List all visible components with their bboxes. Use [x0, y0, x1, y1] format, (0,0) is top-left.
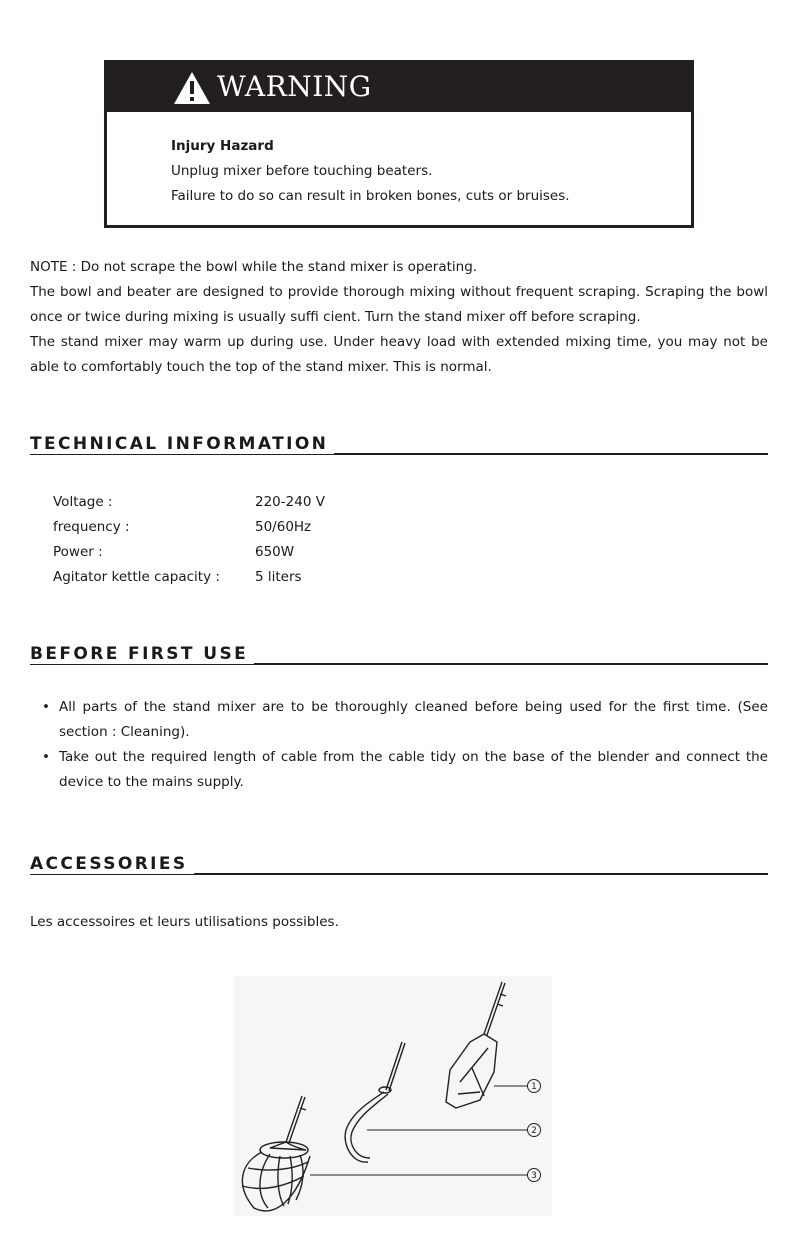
list-item — [40, 695, 768, 745]
hazard-title: Injury Hazard — [171, 138, 274, 154]
notes-section — [30, 255, 768, 380]
warning-title: WARNING — [217, 70, 372, 103]
spec-value: 50/60Hz — [255, 519, 312, 535]
note-paragraph-3: The stand mixer may warm up during use. Under heavy load with extended mixing time, you may not be able to comfortably touch the top of the stand mixer. This is normal. — [30, 334, 768, 375]
warning-text — [171, 134, 570, 209]
list-item-text: All parts of the stand mixer are to be thoroughly cleaned before being used for the first time. (See section : Cleaning). — [59, 699, 768, 740]
spec-row — [53, 565, 453, 590]
first-use-heading-row — [30, 644, 768, 668]
warning-box — [104, 60, 694, 228]
first-use-list — [40, 695, 768, 795]
accessories-intro: Les accessoires et leurs utilisations possibles. — [30, 914, 339, 930]
accessories-heading: ACCESSORIES — [30, 854, 194, 874]
spec-value: 650W — [255, 544, 295, 560]
warning-line-2: Failure to do so can result in broken bones, cuts or bruises. — [171, 188, 570, 204]
accessories-heading-row — [30, 854, 768, 878]
spec-label: Agitator kettle capacity : — [53, 569, 220, 585]
warning-header — [107, 63, 691, 112]
spec-value: 220-240 V — [255, 494, 325, 510]
bullet-icon: • — [42, 749, 50, 765]
spec-row — [53, 515, 453, 540]
technical-heading: TECHNICAL INFORMATION — [30, 434, 334, 454]
technical-heading-row — [30, 434, 768, 458]
accessories-illustration — [222, 972, 558, 1220]
note-paragraph-1: NOTE : Do not scrape the bowl while the stand mixer is operating. — [30, 259, 478, 275]
spec-label: Power : — [53, 544, 103, 560]
first-use-heading: BEFORE FIRST USE — [30, 644, 254, 664]
list-item — [40, 745, 768, 795]
bullet-icon: • — [42, 699, 50, 715]
spec-value: 5 liters — [255, 569, 302, 585]
callout-1: 1 — [531, 1082, 537, 1092]
warning-triangle-icon — [173, 71, 211, 105]
callout-2: 2 — [531, 1126, 537, 1136]
list-item-text: Take out the required length of cable from the cable tidy on the base of the blender and connect the device to the mains supply. — [59, 749, 768, 790]
spec-row — [53, 540, 453, 565]
spec-table — [53, 490, 453, 590]
spec-label: Voltage : — [53, 494, 113, 510]
spec-row — [53, 490, 453, 515]
callout-3: 3 — [531, 1171, 537, 1181]
note-paragraph-2: The bowl and beater are designed to provide thorough mixing without frequent scraping. Scraping the bowl once or twice during mixing is usually suffi cient. Turn the stand mixer off before scraping. — [30, 284, 768, 325]
warning-line-1: Unplug mixer before touching beaters. — [171, 163, 433, 179]
spec-label: frequency : — [53, 519, 130, 535]
